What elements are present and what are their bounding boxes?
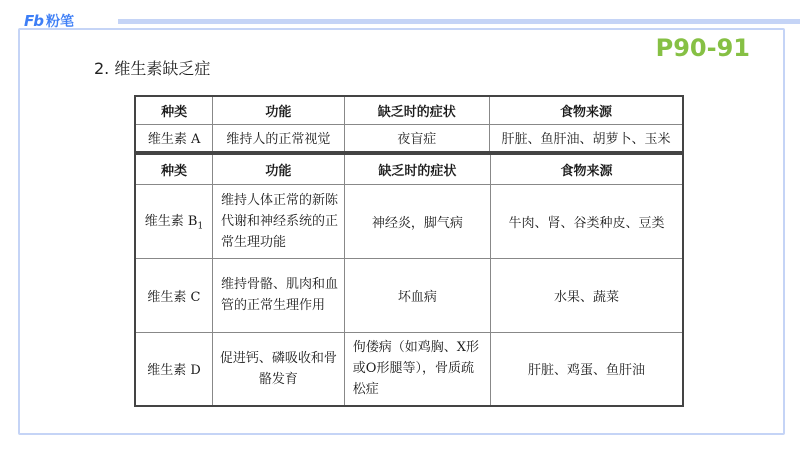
table-header-row: [135, 154, 683, 184]
header-kind: 种类: [135, 154, 212, 184]
page-number: P90-91: [655, 34, 750, 62]
table-header-row: [135, 96, 683, 124]
table-row: [135, 258, 683, 332]
header-symptom: 缺乏时的症状: [344, 154, 490, 184]
cell-kind: 维生素 C: [135, 258, 212, 332]
cell-symptom: 神经炎，脚气病: [344, 184, 490, 258]
cell-function: 促进钙、磷吸收和骨骼发育: [212, 332, 344, 406]
cell-symptom: 佝偻病（如鸡胸、X形或O形腿等），骨质疏松症: [344, 332, 490, 406]
vitamin-table-bcd: [134, 153, 684, 407]
brand-name: 粉笔: [45, 14, 74, 30]
brand-mark: Fb: [24, 12, 43, 30]
cell-source: 牛肉、肾、谷类种皮、豆类: [491, 184, 683, 258]
header-source: 食物来源: [491, 154, 683, 184]
header-function: 功能: [213, 96, 344, 124]
cell-kind: 维生素 D: [135, 332, 212, 406]
header-divider: [118, 19, 800, 24]
cell-source: 肝脏、鱼肝油、胡萝卜、玉米: [489, 124, 683, 152]
section-title: 2. 维生素缺乏症: [94, 59, 211, 78]
cell-source: 水果、蔬菜: [491, 258, 683, 332]
header-source: 食物来源: [489, 96, 683, 124]
kind-subscript: 1: [197, 221, 204, 232]
cell-kind: 维生素 A: [135, 124, 213, 152]
cell-symptom: 夜盲症: [344, 124, 489, 152]
header-function: 功能: [212, 154, 344, 184]
header-kind: 种类: [135, 96, 213, 124]
table-row: [135, 332, 683, 406]
cell-function: 维持骨骼、肌肉和血管的正常生理作用: [212, 258, 344, 332]
cell-source: 肝脏、鸡蛋、鱼肝油: [491, 332, 683, 406]
cell-function: 维持人的正常视觉: [213, 124, 344, 152]
header-symptom: 缺乏时的症状: [344, 96, 489, 124]
vitamin-table-a: [134, 95, 684, 153]
table-row: [135, 184, 683, 258]
cell-function: 维持人体正常的新陈代谢和神经系统的正常生理功能: [212, 184, 344, 258]
cell-kind: [135, 184, 212, 258]
table-row: [135, 124, 683, 152]
kind-text: 维生素 B: [144, 214, 198, 230]
cell-symptom: 坏血病: [344, 258, 490, 332]
